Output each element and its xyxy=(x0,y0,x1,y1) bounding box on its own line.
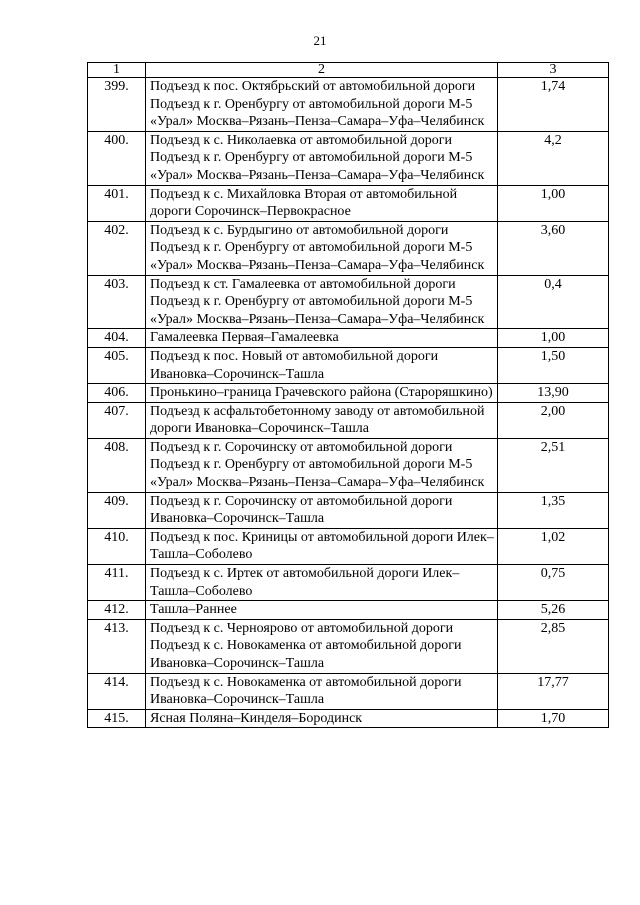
column-header-name: 2 xyxy=(146,63,498,78)
row-number: 405. xyxy=(88,347,146,383)
row-number: 413. xyxy=(88,619,146,673)
road-length: 2,51 xyxy=(498,438,609,492)
table-row xyxy=(88,601,609,620)
roads-table xyxy=(87,62,609,728)
row-number: 406. xyxy=(88,384,146,403)
table-row xyxy=(88,528,609,564)
row-number: 407. xyxy=(88,402,146,438)
row-number: 414. xyxy=(88,673,146,709)
road-length: 1,35 xyxy=(498,492,609,528)
road-name: Подъезд к с. Новокаменка от автомобильной дороги Ивановка–Сорочинск–Ташла xyxy=(146,673,498,709)
column-header-number: 1 xyxy=(88,63,146,78)
column-header-length: 3 xyxy=(498,63,609,78)
table-row xyxy=(88,221,609,275)
row-number: 411. xyxy=(88,565,146,601)
road-name: Подъезд к с. Иртек от автомобильной дороги Илек–Ташла–Соболево xyxy=(146,565,498,601)
table-row xyxy=(88,709,609,728)
row-number: 409. xyxy=(88,492,146,528)
road-name: Подъезд к с. Николаевка от автомобильной дороги Подъезд к г. Оренбургу от автомобильной дороги М-5 «Урал» Москва–Рязань–Пенза–Самара–Уфа–Челябинск xyxy=(146,131,498,185)
road-name: Подъезд к с. Михайловка Вторая от автомобильной дороги Сорочинск–Первокрасное xyxy=(146,185,498,221)
road-length: 1,70 xyxy=(498,709,609,728)
page-number: 21 xyxy=(313,33,327,48)
table-row xyxy=(88,673,609,709)
row-number: 404. xyxy=(88,329,146,348)
row-number: 403. xyxy=(88,275,146,329)
row-number: 412. xyxy=(88,601,146,620)
road-length: 1,00 xyxy=(498,185,609,221)
table-row xyxy=(88,438,609,492)
row-number: 408. xyxy=(88,438,146,492)
road-length: 5,26 xyxy=(498,601,609,620)
road-name: Подъезд к г. Сорочинску от автомобильной дороги Ивановка–Сорочинск–Ташла xyxy=(146,492,498,528)
road-name: Подъезд к г. Сорочинску от автомобильной дороги Подъезд к г. Оренбургу от автомобильной дороги М-5 «Урал» Москва–Рязань–Пенза–Самара–Уфа–Челябинск xyxy=(146,438,498,492)
road-name: Ясная Поляна–Кинделя–Бородинск xyxy=(146,709,498,728)
table-body xyxy=(88,78,609,728)
row-number: 410. xyxy=(88,528,146,564)
table-row xyxy=(88,78,609,132)
road-length: 1,74 xyxy=(498,78,609,132)
table-row xyxy=(88,565,609,601)
table-row xyxy=(88,402,609,438)
table-row xyxy=(88,384,609,403)
road-length: 2,85 xyxy=(498,619,609,673)
table-row xyxy=(88,619,609,673)
row-number: 415. xyxy=(88,709,146,728)
table-row xyxy=(88,275,609,329)
table-header-row xyxy=(88,63,609,78)
road-name: Гамалеевка Первая–Гамалеевка xyxy=(146,329,498,348)
road-name: Подъезд к с. Бурдыгино от автомобильной дороги Подъезд к г. Оренбургу от автомобильной дороги М-5 «Урал» Москва–Рязань–Пенза–Самара–Уфа–Челябинск xyxy=(146,221,498,275)
table-row xyxy=(88,131,609,185)
road-length: 1,50 xyxy=(498,347,609,383)
row-number: 400. xyxy=(88,131,146,185)
road-name: Подъезд к ст. Гамалеевка от автомобильной дороги Подъезд к г. Оренбургу от автомобильной дороги М-5 «Урал» Москва–Рязань–Пенза–Самара–Уфа–Челябинск xyxy=(146,275,498,329)
road-length: 3,60 xyxy=(498,221,609,275)
row-number: 401. xyxy=(88,185,146,221)
road-length: 17,77 xyxy=(498,673,609,709)
road-length: 1,02 xyxy=(498,528,609,564)
road-length: 0,75 xyxy=(498,565,609,601)
road-length: 4,2 xyxy=(498,131,609,185)
table-row xyxy=(88,347,609,383)
table-row xyxy=(88,185,609,221)
table-row xyxy=(88,492,609,528)
road-length: 2,00 xyxy=(498,402,609,438)
road-length: 1,00 xyxy=(498,329,609,348)
row-number: 402. xyxy=(88,221,146,275)
road-name: Пронькино–граница Грачевского района (Староряшкино) xyxy=(146,384,498,403)
road-name: Ташла–Раннее xyxy=(146,601,498,620)
road-length: 13,90 xyxy=(498,384,609,403)
road-name: Подъезд к пос. Новый от автомобильной дороги Ивановка–Сорочинск–Ташла xyxy=(146,347,498,383)
road-name: Подъезд к с. Черноярово от автомобильной дороги Подъезд к с. Новокаменка от автомобильной дороги Ивановка–Сорочинск–Ташла xyxy=(146,619,498,673)
road-name: Подъезд к пос. Криницы от автомобильной дороги Илек–Ташла–Соболево xyxy=(146,528,498,564)
row-number: 399. xyxy=(88,78,146,132)
road-name: Подъезд к асфальтобетонному заводу от автомобильной дороги Ивановка–Сорочинск–Ташла xyxy=(146,402,498,438)
road-length: 0,4 xyxy=(498,275,609,329)
road-name: Подъезд к пос. Октябрьский от автомобильной дороги Подъезд к г. Оренбургу от автомобильной дороги М-5 «Урал» Москва–Рязань–Пенза–Самара–Уфа–Челябинск xyxy=(146,78,498,132)
table-row xyxy=(88,329,609,348)
